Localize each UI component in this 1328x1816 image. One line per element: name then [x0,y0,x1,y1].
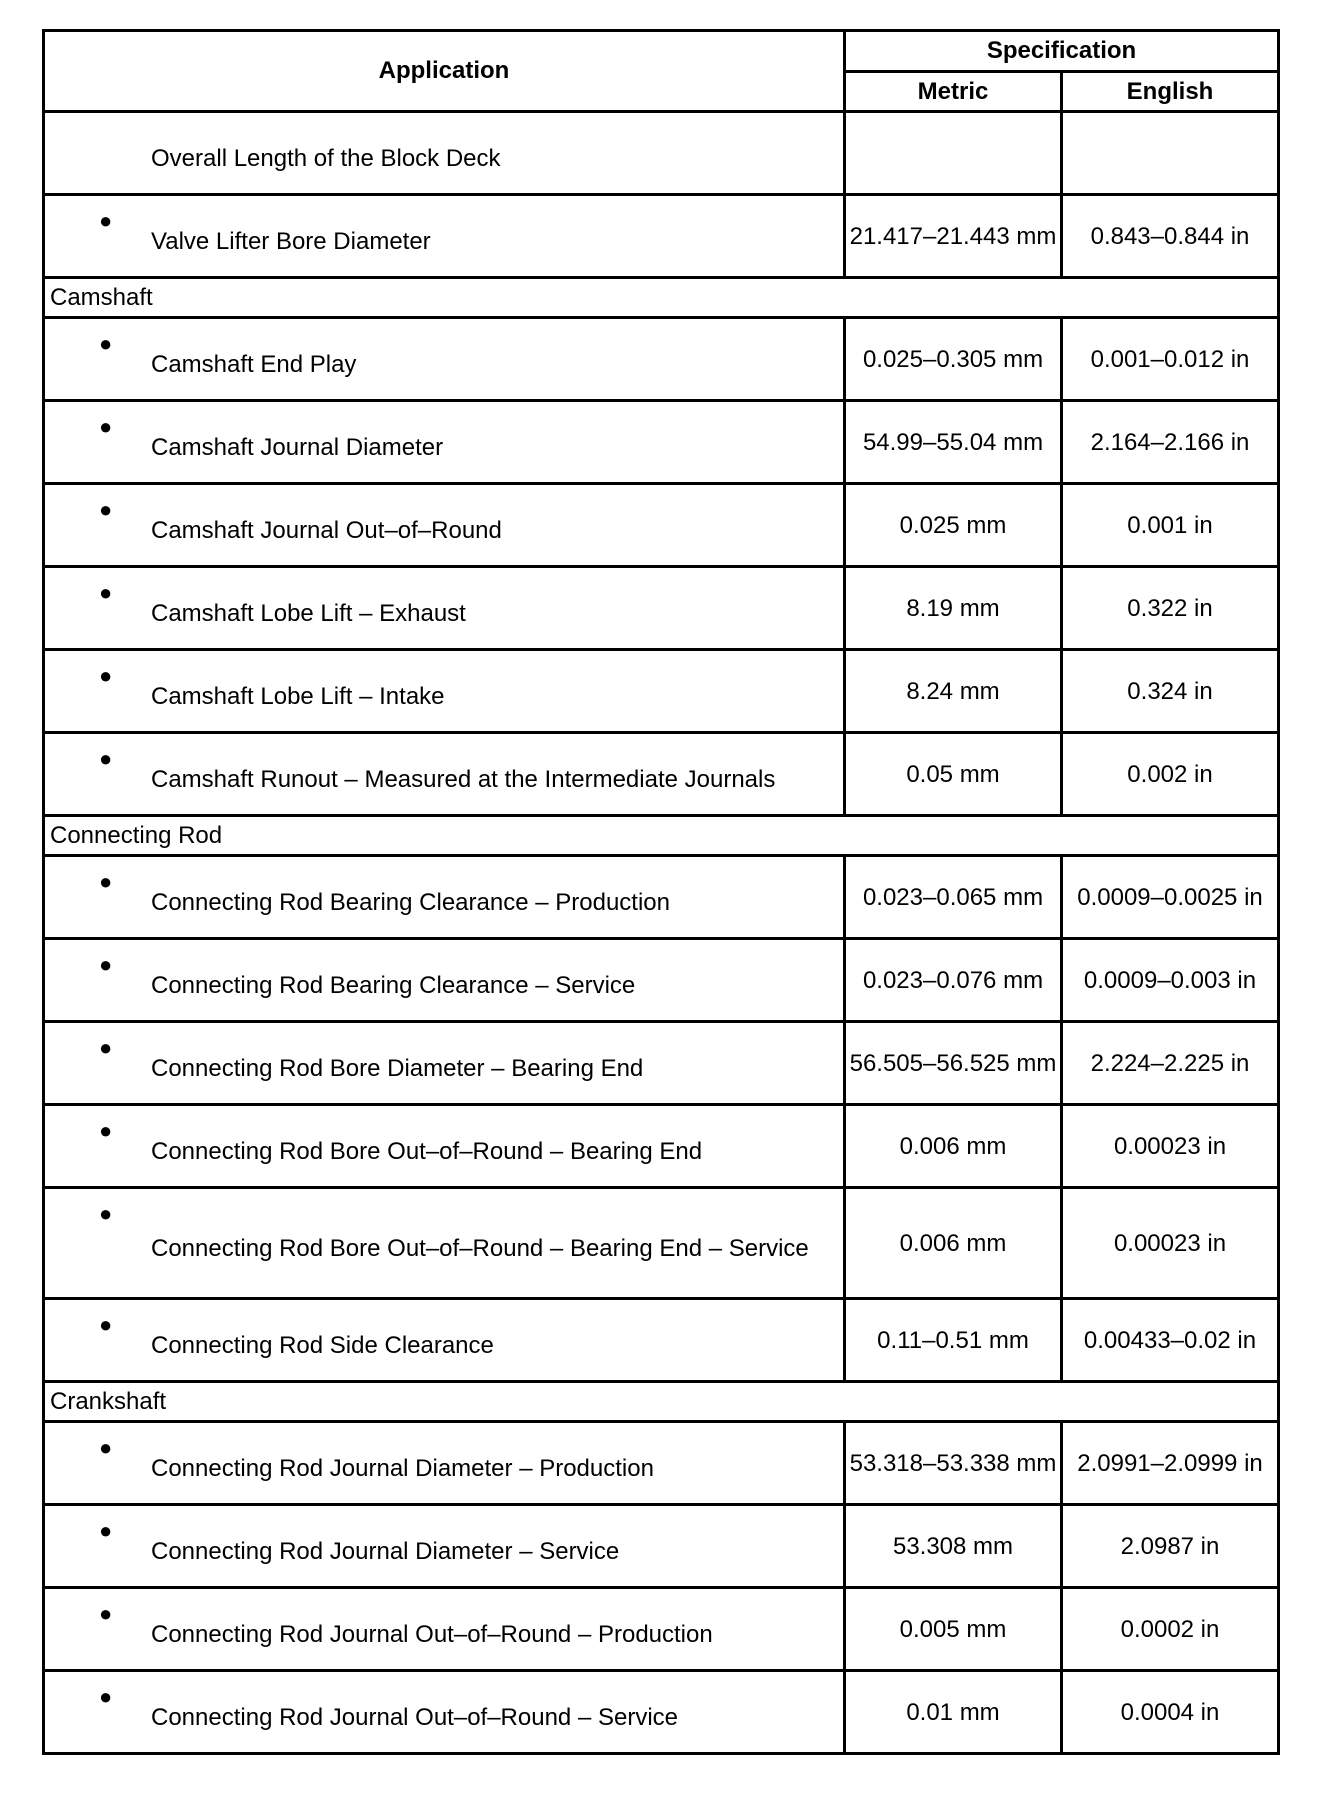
application-cell [44,856,845,939]
table-row [44,401,1279,484]
metric-value [845,112,1062,195]
metric-value: 53.308 mm [845,1505,1062,1588]
metric-value: 56.505–56.525 mm [845,1022,1062,1105]
application-cell [44,484,845,567]
metric-value: 54.99–55.04 mm [845,401,1062,484]
table-row [44,650,1279,733]
metric-value: 0.01 mm [845,1671,1062,1754]
application-cell [44,1588,845,1671]
bullet-icon: ● [99,208,113,233]
application-cell [44,112,845,195]
application-cell [44,1188,845,1299]
table-row [44,733,1279,816]
table-row [44,856,1279,939]
english-value: 2.224–2.225 in [1062,1022,1279,1105]
row-label: Camshaft Journal Diameter [151,433,444,461]
metric-value: 0.025–0.305 mm [845,318,1062,401]
bullet-icon: ● [99,1118,113,1143]
english-value: 2.0991–2.0999 in [1062,1422,1279,1505]
row-label: Connecting Rod Bore Out–of–Round – Bearing End [151,1137,703,1165]
bullet-icon: ● [99,331,113,356]
table-row [44,318,1279,401]
row-label: Camshaft Journal Out–of–Round [151,516,502,544]
metric-value: 0.006 mm [845,1188,1062,1299]
section-title: Crankshaft [44,1382,1279,1422]
application-cell [44,1671,845,1754]
bullet-icon: ● [99,1518,113,1543]
metric-value: 0.006 mm [845,1105,1062,1188]
english-value: 0.001 in [1062,484,1279,567]
english-value: 0.001–0.012 in [1062,318,1279,401]
table-row [44,567,1279,650]
section-title: Connecting Rod [44,816,1279,856]
application-cell [44,650,845,733]
row-label: Connecting Rod Journal Out–of–Round – Production [151,1620,713,1648]
row-label: Connecting Rod Bore Out–of–Round – Bearing End – Service [151,1234,809,1262]
application-cell [44,733,845,816]
table-row [44,484,1279,567]
application-cell [44,567,845,650]
english-value: 0.0004 in [1062,1671,1279,1754]
application-cell [44,1105,845,1188]
row-label: Connecting Rod Side Clearance [151,1331,494,1359]
header-specification: Specification [845,31,1279,72]
header-metric: Metric [845,72,1062,112]
table-row [44,1188,1279,1299]
application-cell [44,939,845,1022]
table-row [44,1588,1279,1671]
metric-value: 21.417–21.443 mm [845,195,1062,278]
row-label: Camshaft End Play [151,350,357,378]
bullet-icon: ● [99,1684,113,1709]
bullet-icon: ● [99,1312,113,1337]
section-title: Camshaft [44,278,1279,318]
english-value: 0.0009–0.0025 in [1062,856,1279,939]
specification-table [42,29,1280,1755]
row-label: Camshaft Runout – Measured at the Intermediate Journals [151,765,776,793]
metric-value: 53.318–53.338 mm [845,1422,1062,1505]
row-label: Camshaft Lobe Lift – Intake [151,682,445,710]
english-value: 0.843–0.844 in [1062,195,1279,278]
metric-value: 0.11–0.51 mm [845,1299,1062,1382]
table-row [44,1422,1279,1505]
table-row [44,1105,1279,1188]
english-value: 0.002 in [1062,733,1279,816]
table-row [44,1299,1279,1382]
row-label: Overall Length of the Block Deck [151,144,501,172]
bullet-icon: ● [99,1601,113,1626]
english-value: 2.164–2.166 in [1062,401,1279,484]
table-row [44,112,1279,195]
table-row [44,195,1279,278]
metric-value: 8.19 mm [845,567,1062,650]
english-value: 0.0002 in [1062,1588,1279,1671]
metric-value: 0.005 mm [845,1588,1062,1671]
application-cell [44,401,845,484]
bullet-icon: ● [99,1201,113,1226]
bullet-icon: ● [99,414,113,439]
table-row [44,939,1279,1022]
metric-value: 0.023–0.065 mm [845,856,1062,939]
english-value: 0.00023 in [1062,1105,1279,1188]
metric-value: 0.05 mm [845,733,1062,816]
english-value: 0.322 in [1062,567,1279,650]
english-value: 0.00023 in [1062,1188,1279,1299]
row-label: Camshaft Lobe Lift – Exhaust [151,599,466,627]
english-value: 0.0009–0.003 in [1062,939,1279,1022]
metric-value: 8.24 mm [845,650,1062,733]
english-value: 2.0987 in [1062,1505,1279,1588]
bullet-icon: ● [99,497,113,522]
english-value: 0.324 in [1062,650,1279,733]
metric-value: 0.023–0.076 mm [845,939,1062,1022]
table-row [44,1022,1279,1105]
application-cell [44,1022,845,1105]
row-label: Connecting Rod Bore Diameter – Bearing End [151,1054,644,1082]
row-label: Connecting Rod Bearing Clearance – Service [151,971,636,999]
section-header-row [44,278,1279,318]
english-value [1062,112,1279,195]
application-cell [44,318,845,401]
bullet-icon: ● [99,869,113,894]
bullet-icon: ● [99,580,113,605]
header-application: Application [44,31,845,112]
english-value: 0.00433–0.02 in [1062,1299,1279,1382]
header-english: English [1062,72,1279,112]
application-cell [44,1299,845,1382]
bullet-icon: ● [99,746,113,771]
row-label: Connecting Rod Journal Out–of–Round – Service [151,1703,678,1731]
row-label: Connecting Rod Journal Diameter – Production [151,1454,654,1482]
section-header-row [44,816,1279,856]
row-label: Valve Lifter Bore Diameter [151,227,431,255]
table-row [44,1671,1279,1754]
application-cell [44,195,845,278]
table-row [44,1505,1279,1588]
application-cell [44,1505,845,1588]
bullet-icon: ● [99,1035,113,1060]
bullet-icon: ● [99,952,113,977]
row-label: Connecting Rod Bearing Clearance – Production [151,888,670,916]
section-header-row [44,1382,1279,1422]
bullet-icon: ● [99,663,113,688]
metric-value: 0.025 mm [845,484,1062,567]
bullet-icon: ● [99,1435,113,1460]
application-cell [44,1422,845,1505]
row-label: Connecting Rod Journal Diameter – Service [151,1537,620,1565]
